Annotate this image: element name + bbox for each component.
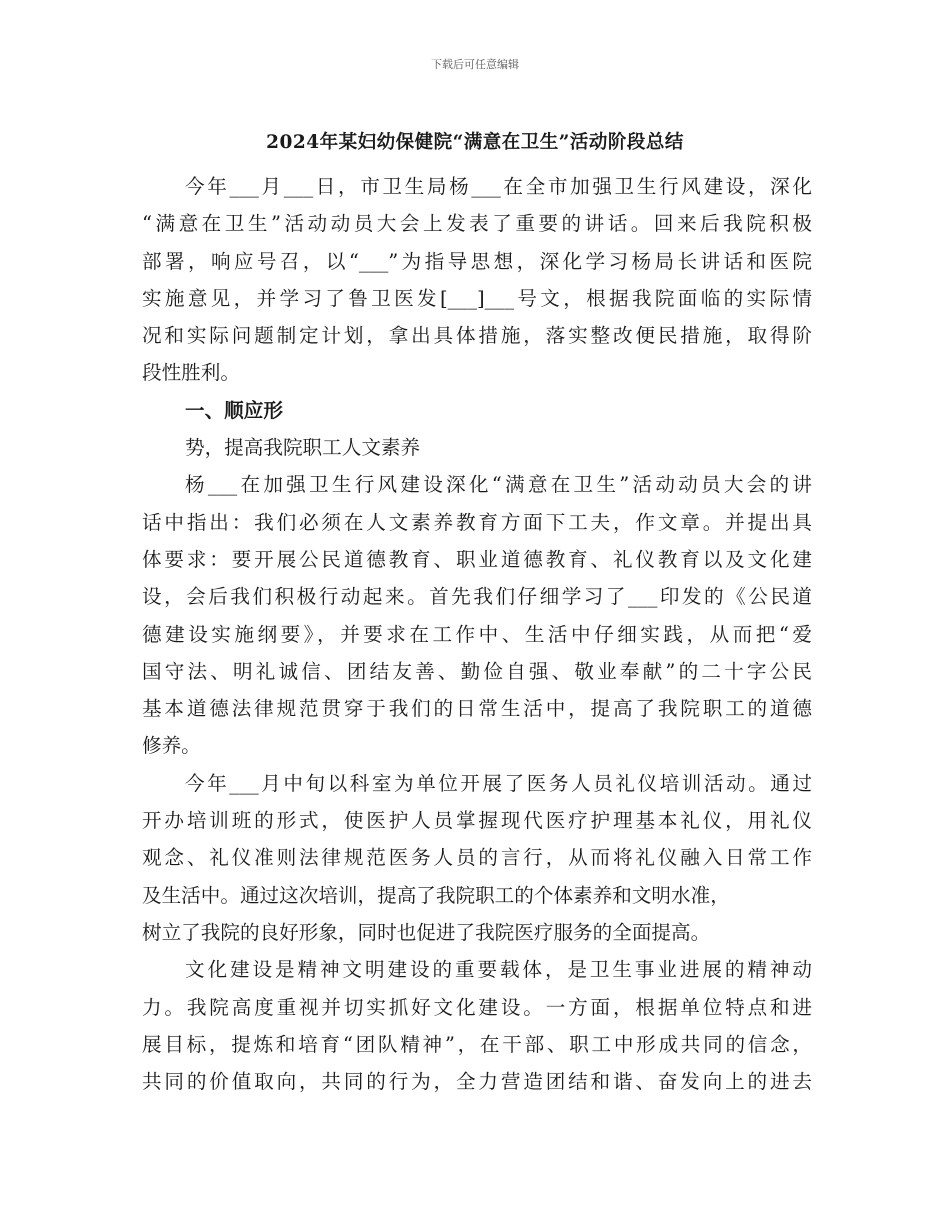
text-line: 段性胜利。 [142,361,240,385]
text-line: 话中指出：我们必须在人文素养教育方面下工夫，作文章。并提出具 [142,510,812,534]
text-line: 国守法、明礼诚信、团结友善、勤俭自强、敬业奉献”的二十字公民 [142,659,812,683]
text-line: 力。我院高度重视并切实抓好文化建设。一方面，根据单位特点和进 [142,995,812,1019]
text-line: 体要求：要开展公民道德教育、职业道德教育、礼仪教育以及文化建 [142,547,812,571]
text-line: 实施意见，并学习了鲁卫医发[___]___号文，根据我院面临的实际情 [142,286,812,310]
text-line: 观念、礼仪准则法律规范医务人员的言行，从而将礼仪融入日常工作 [142,846,812,870]
text-line: 展目标，提炼和培育“团队精神”，在干部、职工中形成共同的信念， [142,1032,812,1056]
text-line: 设，会后我们积极行动起来。首先我们仔细学习了___印发的《公民道 [142,585,812,609]
text-line: 况和实际问题制定计划，拿出具体措施，落实整改便民措施，取得阶 [142,324,812,348]
text-line: 势，提高我院职工人文素养 [185,436,421,460]
text-line: 基本道德法律规范贯穿于我们的日常生活中，提高了我院职工的道德 [142,697,812,721]
text-line: 树立了我院的良好形象，同时也促进了我院医疗服务的全面提高。 [142,920,711,944]
section-heading: 一、顺应形 [185,398,283,422]
text-line: 今年___月中旬以科室为单位开展了医务人员礼仪培训活动。通过 [185,771,812,795]
text-line: 杨___在加强卫生行风建设深化“满意在卫生”活动动员大会的讲 [185,473,812,497]
header-note: 下载后可任意编辑 [431,58,519,71]
text-line: “满意在卫生”活动动员大会上发表了重要的讲话。回来后我院积极 [142,212,812,236]
text-line: 今年___月___日，市卫生局杨___在全市加强卫生行风建设，深化 [185,175,812,198]
text-line: 文化建设是精神文明建设的重要载体，是卫生事业进展的精神动 [185,958,812,982]
text-line: 及生活中。通过这次培训，提高了我院职工的个体素养和文明水准， [142,883,730,907]
text-line: 部署，响应号召，以“___”为指导思想，深化学习杨局长讲话和医院 [142,249,812,273]
document-body [142,168,812,1100]
text-line: 德建设实施纲要》，并要求在工作中、生活中仔细实践，从而把“爱 [142,622,812,646]
text-line: 修养。 [142,734,201,758]
document-title: 2024年某妇幼保健院“满意在卫生”活动阶段总结 [266,132,684,153]
text-line: 共同的价值取向，共同的行为，全力营造团结和谐、奋发向上的进去 [142,1070,812,1094]
text-line: 开办培训班的形式，使医护人员掌握现代医疗护理基本礼仪，用礼仪 [142,809,812,833]
